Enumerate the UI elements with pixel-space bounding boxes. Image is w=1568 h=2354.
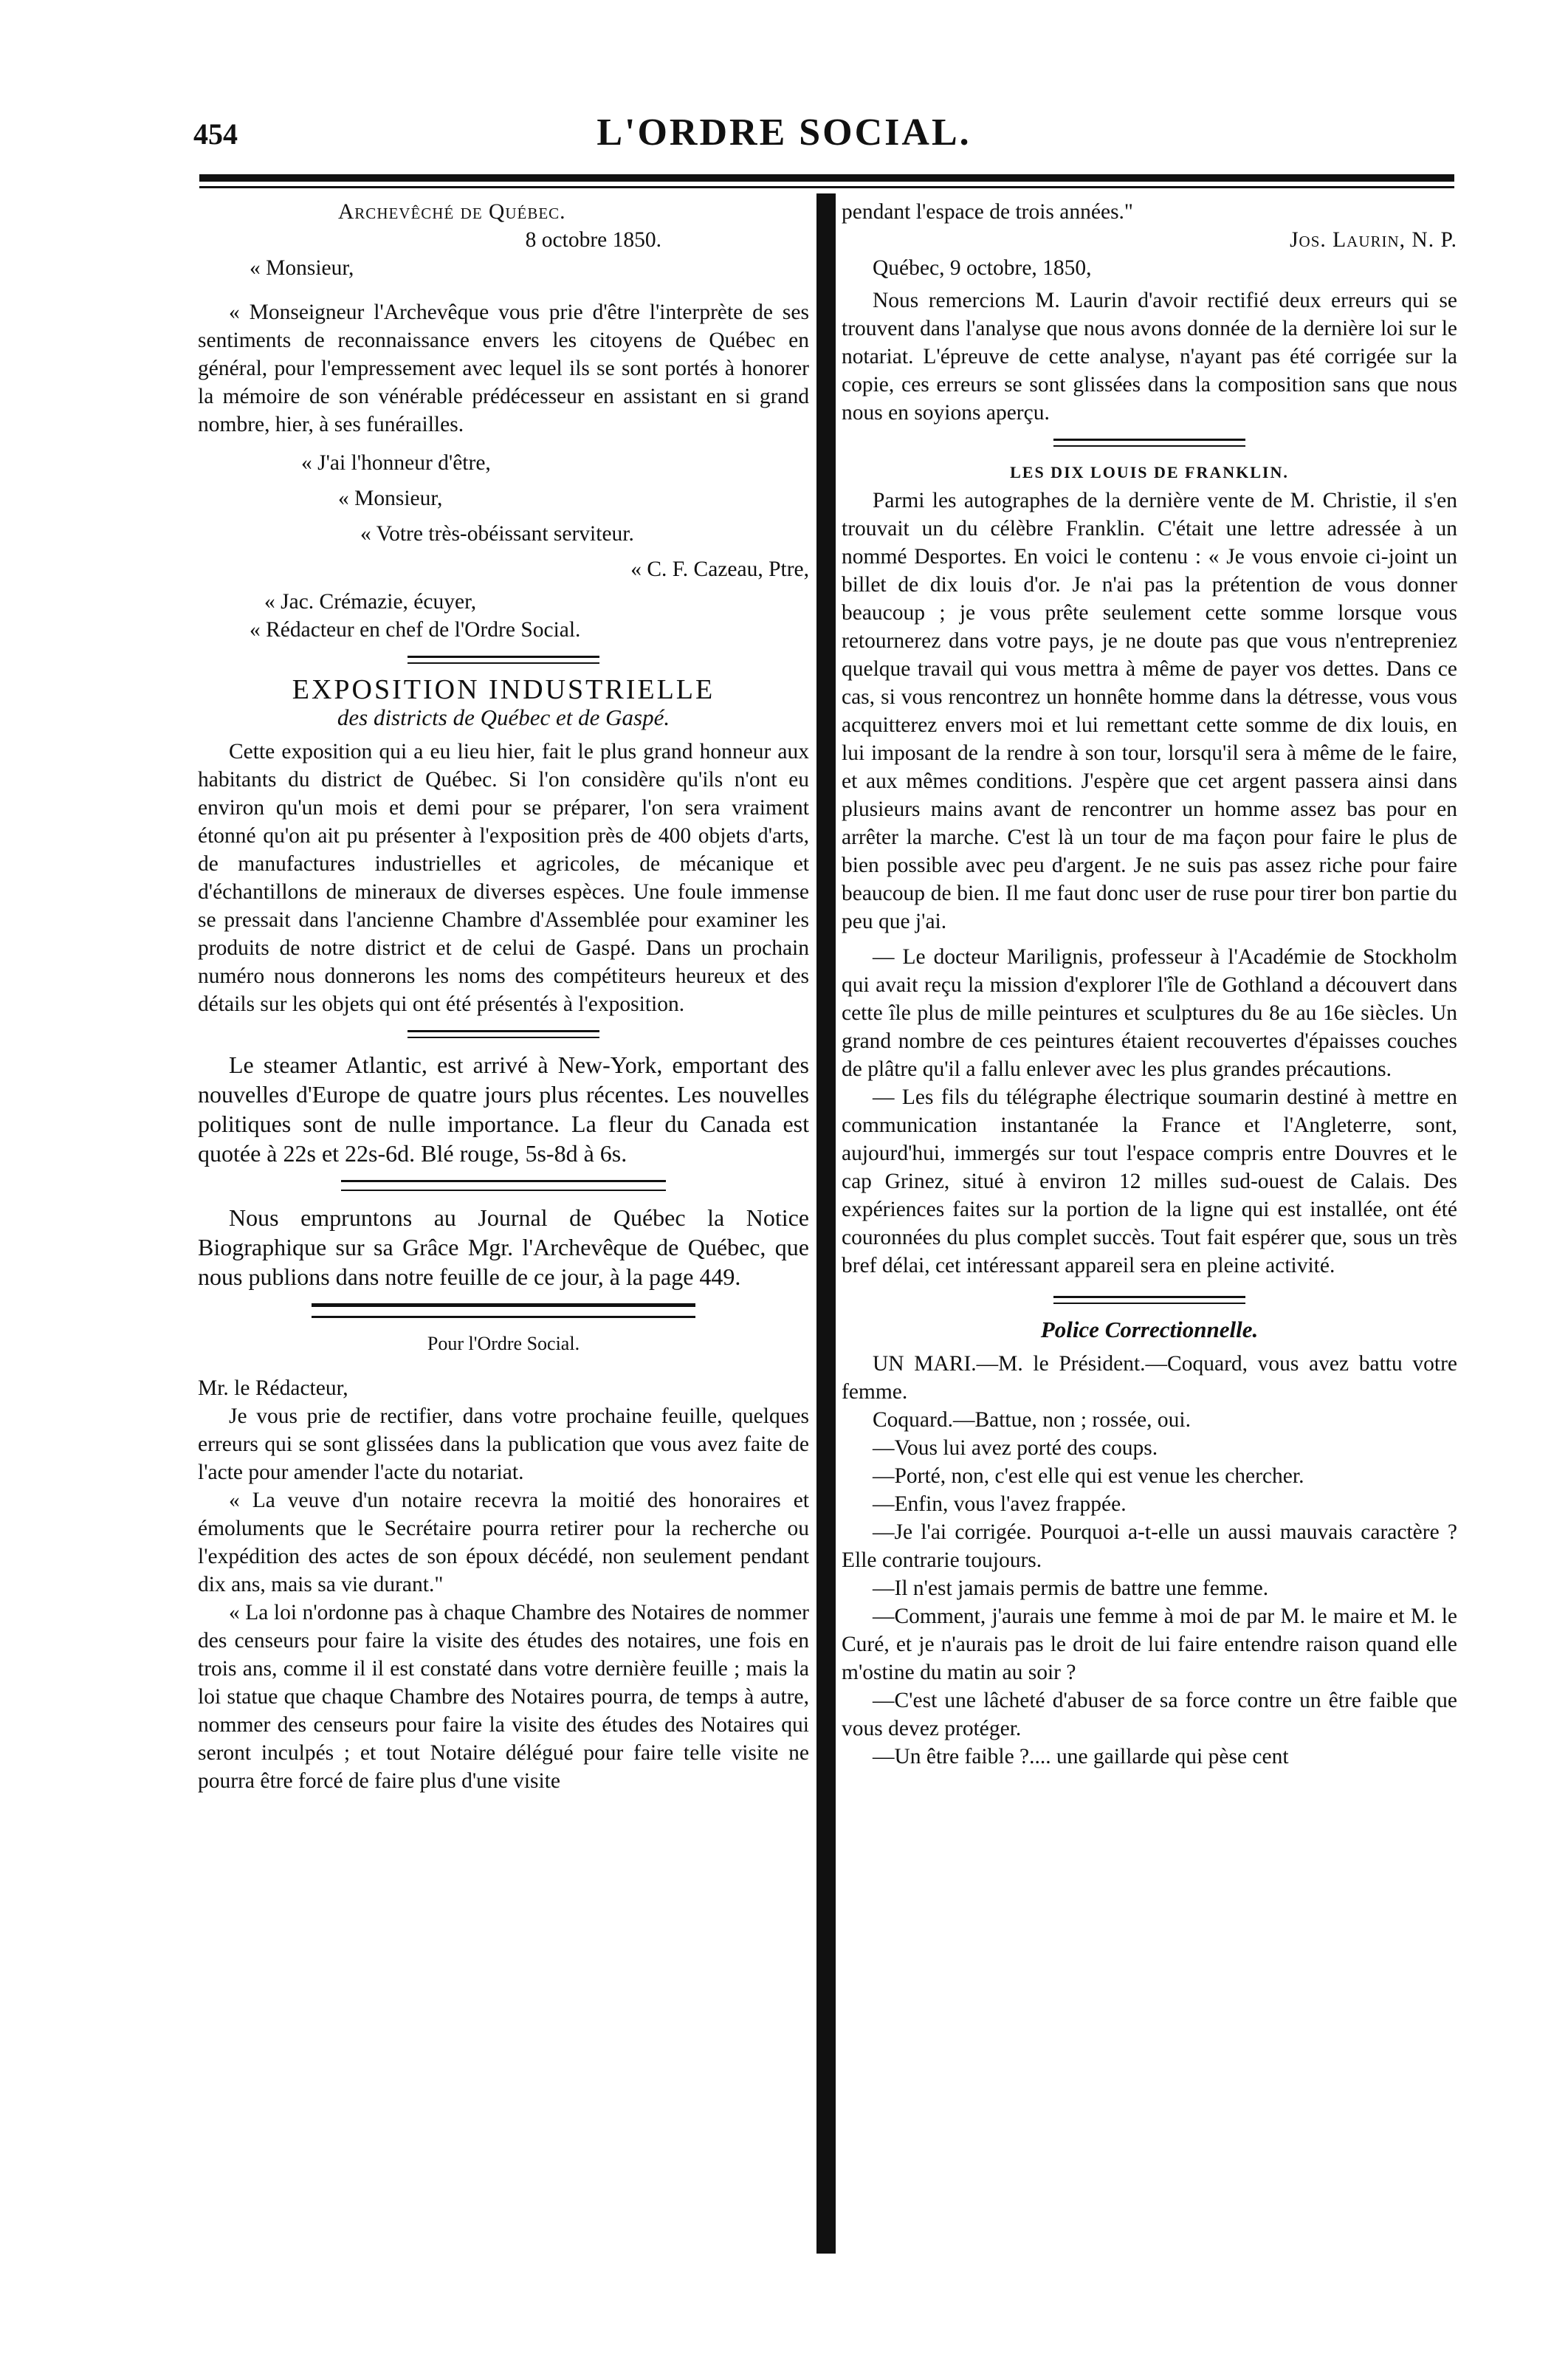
laurin-signature: Jos. Laurin, N. P. [1290,228,1457,252]
franklin-heading: LES DIX LOUIS DE FRANKLIN. [1010,463,1289,481]
dialogue-line: —Porté, non, c'est elle qui est venue les chercher. [873,1464,1304,1488]
telegraph-body: — Les fils du télégraphe électrique soumarin destiné à mettre en communication instantanée la France et l'Angleterre, sont, aujourd'hui, immergés sur tout l'espace compris entre Douvres et le cap Grinez, situé à environ 12 milles sud-ouest de Calais. Des expériences faites sur la portion de la ligne qui est installée, ont été couronnées du plus complet succès. Tout fait espérer que, sous un très bref délai, cet intéressant appareil sera en pleine activité. [842,1085,1457,1277]
redacteur-salutation: Mr. le Rédacteur, [198,1376,348,1400]
police-heading: Police Correctionnelle. [1040,1317,1259,1342]
separator [1053,439,1245,447]
closing-1: « J'ai l'honneur d'être, [301,451,491,475]
right-column [842,198,1457,1771]
expo-heading: EXPOSITION INDUSTRIELLE [292,674,715,705]
expo-body: Cette exposition qui a eu lieu hier, fait le plus grand honneur aux habitants du district de Québec. Si l'on considère qu'ils n'ont eu environ qu'un mois et demi pour se préparer, l'on sera vraiment étonné qu'on ait pu présenter à l'exposition près de 400 objets d'arts, de manufactures industrielles et agricoles, de mécanique et d'échantillons de mineraux de diverses espèces. Une foule immense se pressait dans l'ancienne Chambre d'Assemblée pour examiner les produits de notre district et de celui de Gaspé. Dans un prochain numéro nous donnerons les noms des compétiteurs heureux et des détails sur les objets qui ont été présentés à l'exposition. [198,740,809,1016]
closing-3: « Votre très-obéissant serviteur. [360,522,634,546]
franklin-body: Parmi les autographes de la dernière vente de M. Christie, il s'en trouvait un du célèbre Franklin. C'était une lettre adressée à un nommé Desportes. En voici le contenu : « Je vous envoie ci-joint un billet de dix louis d'or. Je n'ai pas la prétention de vous donner beaucoup ; je vous prête seulement cette somme lorsque vous retournerez dans votre pays, je ne doute pas que vous n'entrepreniez quelque travail qui vous mettra à même de payer vos dettes. Dans ce cas, si vous rencontrez un honnête homme dans la détresse, vous vous acquitterez envers moi et lui remettant cette somme de dix louis, en lui imposant de la rendre à son tour, lorsqu'il sera à même de le faire, et aux mêmes conditions. J'espère que cet argent passera ainsi dans plusieurs mains avant de rencontrer un homme assez bas pour en arrêter la marche. C'est là un tour de ma façon pour faire le plus de bien possible avec peu d'argent. Je ne suis pas assez riche pour faire beaucoup de bien. Il me faut donc user de ruse pour tirer bon partie du peu que j'ai. [842,489,1457,933]
page-number: 454 [193,117,238,151]
dialogue-line: —Un être faible ?.... une gaillarde qui pèse cent [873,1745,1289,1768]
continuation-line: pendant l'espace de trois années." [842,200,1133,224]
dialogue-line: —C'est une lâcheté d'abuser de sa force contre un être faible que vous devez protéger. [842,1689,1457,1740]
signature: « C. F. Cazeau, Ptre, [630,557,809,581]
marilignis-body: — Le docteur Marilignis, professeur à l'Académie de Stockholm qui avait reçu la mission d'explorer l'île de Gothland a découvert dans cette île plus de mille peintures et sculptures du 8e au 16e siècles. Un grand nombre de ces peintures étaient recouvertes d'épaisses couches de plâtre qu'il a fallu enlever avec les plus grandes précautions. [842,945,1457,1081]
letter2-p2: « La veuve d'un notaire recevra la moitié des honoraires et émoluments que le Secrétaire pourra retirer pour la recherche ou l'expédition des actes de son époux décédé, non seulement pendant dix ans, mais sa vie durant." [198,1489,809,1596]
thanks-body: Nous remercions M. Laurin d'avoir rectifié deux erreurs qui se trouvent dans l'analyse que nous avons donnée de la dernière loi sur le notariat. L'épreuve de cette analyse, n'ayant pas été corrigée sur la copie, ces erreurs se sont glissées dans la composition sans que nous nous en soyions aperçu. [842,289,1457,425]
separator [408,656,599,664]
separator [341,1180,666,1191]
separator [312,1303,695,1318]
dialogue-line: —Vous lui avez porté des coups. [873,1436,1158,1460]
top-rule-thin [199,186,1454,188]
notice-body: Nous empruntons au Journal de Québec la Notice Biographique sur sa Grâce Mgr. l'Archevêque de Québec, que nous publions dans notre feuille de ce jour, à la page 449. [198,1204,809,1290]
dialogue-line: —Enfin, vous l'avez frappée. [873,1492,1127,1516]
dialogue-line: —Il n'est jamais permis de battre une femme. [873,1576,1269,1600]
running-title: L'ORDRE SOCIAL. [596,111,972,154]
expo-subheading: des districts de Québec et de Gaspé. [337,704,670,730]
archeveche-title: Archevêché de Québec. [338,200,566,224]
addressee-1: « Jac. Crémazie, écuyer, [264,590,477,614]
dialogue-line: Coquard.—Battue, non ; rossée, oui. [873,1408,1191,1432]
steamer-body: Le steamer Atlantic, est arrivé à New-York, emportant des nouvelles d'Europe de quatre jours plus récentes. Les nouvelles politiques sont de nulle importance. La fleur du Canada est quotée à 22s et 22s-6d. Blé rouge, 5s-8d à 6s. [198,1051,809,1167]
mari-intro: UN MARI.—M. le Président.—Coquard, vous avez battu votre femme. [842,1352,1457,1404]
closing-2: « Monsieur, [338,487,443,510]
salutation: « Monsieur, [250,256,354,280]
separator [1053,1296,1245,1304]
addressee-2: « Rédacteur en chef de l'Ordre Social. [250,618,581,642]
left-column [198,198,809,1795]
separator [408,1030,599,1038]
letter2-p3: « La loi n'ordonne pas à chaque Chambre des Notaires de nommer des censeurs pour faire la visite des études des notaires, une fois en trois ans, comme il il est constaté dans votre dernière feuille ; mais la loi statue que chaque Chambre des Notaires pourra, de temps à autre, nommer des censeurs pour faire la visite des études des Notaires qui seront inculpés ; et tout Notaire délégué pour faire telle visite ne pourra être forcé de faire plus d'une visite [198,1601,809,1793]
dialogue-line: —Je l'ai corrigée. Pourquoi a-t-elle un aussi mauvais caractère ? Elle contrarie toujours. [842,1520,1457,1572]
column-divider [816,193,836,2254]
letter-body: « Monseigneur l'Archevêque vous prie d'être l'interprète de ses sentiments de reconnaissance envers les citoyens de Québec en général, pour l'empressement avec lequel ils se sont portés à honorer la mémoire de son vénérable prédécesseur en assistant en si grand nombre, hier, à ses funérailles. [198,301,809,436]
date-line: Québec, 9 octobre, 1850, [873,256,1092,280]
top-rule [199,174,1454,182]
pour-label: Pour l'Ordre Social. [427,1333,580,1354]
dialogue-line: —Comment, j'aurais une femme à moi de par M. le maire et M. le Curé, et je n'aurais pas le droit de lui faire entendre raison quand elle m'ostine du matin au soir ? [842,1605,1457,1684]
archeveche-date: 8 octobre 1850. [525,228,661,252]
letter2-p1: Je vous prie de rectifier, dans votre prochaine feuille, quelques erreurs qui se sont glissées dans la publication que vous avez faite de l'acte pour amender l'acte du notariat. [198,1404,809,1484]
